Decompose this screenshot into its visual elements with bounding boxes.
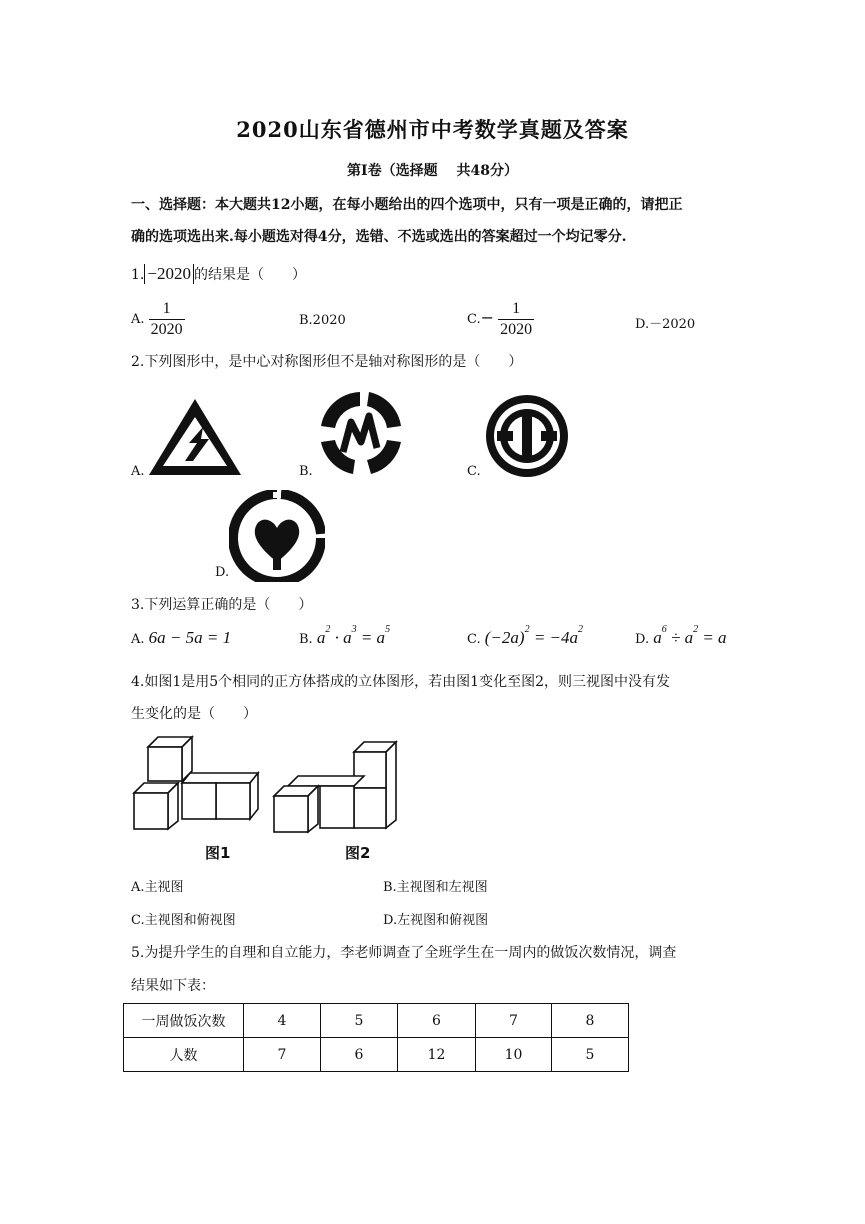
table-cell: 8 (552, 1004, 629, 1038)
q3-option-c: C. $(-2a)^2 = -4a^2$ (467, 624, 584, 647)
q1-option-a: A. $\frac{1}{2020}$ (131, 300, 183, 338)
table-cell: 5 (321, 1004, 398, 1038)
table-cell: 6 (398, 1004, 476, 1038)
q4-option-c: C.主视图和俯视图 (131, 913, 236, 928)
q1-option-c: C.− $\frac{1}{2020}$ (467, 300, 533, 338)
leaf-emblem-icon (229, 490, 325, 582)
section-instruction-line2: 确的选项选出来.每小题选对得4分，选错、不选或选出的答案超过一个均记零分. (131, 229, 627, 245)
q2-option-d-label: D. (215, 565, 230, 580)
figure-1-label: 图1 (205, 844, 231, 862)
section-instruction-line1: 一、选择题：本大题共12小题，在每小题给出的四个选项中，只有一项是正确的，请把正 (131, 197, 683, 213)
q2-option-c-label: C. (467, 464, 481, 479)
figure-1-cubes (128, 735, 264, 835)
q1-number: 1. (131, 267, 145, 283)
q3-option-b: B. $a^2 \cdot a^3 = a^5$ (299, 624, 391, 647)
section-subtitle: 第Ⅰ卷（选择题 共48分） (347, 163, 518, 179)
question-2: 2.下列图形中，是中心对称图形但不是轴对称图形的是（ ） (131, 354, 523, 370)
question-5-line1: 5.为提升学生的自理和自立能力，李老师调查了全班学生在一周内的做饭次数情况，调查 (131, 945, 677, 961)
table-row (124, 1004, 629, 1038)
table-cell: 12 (398, 1038, 476, 1072)
table-cell: 7 (476, 1004, 552, 1038)
question-1 (131, 264, 306, 284)
q2-option-a-label: A. (131, 464, 145, 479)
table-cell: 10 (476, 1038, 552, 1072)
figure-2-label: 图2 (345, 844, 371, 862)
question-5-line2: 结果如下表： (131, 978, 215, 994)
q2-option-b-label: B. (299, 464, 313, 479)
table-header-cell: 人数 (124, 1038, 244, 1072)
table-cell: 5 (552, 1038, 629, 1072)
table-row (124, 1038, 629, 1072)
figure-2-cubes (268, 738, 408, 836)
warning-triangle-icon (145, 395, 245, 479)
question-4-line1: 4.如图1是用5个相同的正方体搭成的立体图形，若由图1变化至图2，则三视图中没有发 (131, 674, 670, 690)
q1-option-d: D.－2020 (635, 317, 696, 332)
table-header-cell: 一周做饭次数 (124, 1004, 244, 1038)
table-cell: 6 (321, 1038, 398, 1072)
q1-c-fraction: $\frac{1}{2020}$ (500, 300, 533, 338)
cooking-frequency-table (123, 1003, 629, 1072)
table-cell: 4 (244, 1004, 321, 1038)
q4-option-a: A.主视图 (131, 880, 184, 895)
q1-a-fraction: $\frac{1}{2020}$ (150, 300, 183, 338)
swirl-logo-icon (313, 386, 407, 480)
circle-emblem-icon (483, 392, 571, 480)
q4-option-d: D.左视图和俯视图 (383, 913, 489, 928)
q1-option-b: B.2020 (299, 313, 346, 328)
page-title: 2020山东省德州市中考数学真题及答案 (236, 117, 629, 142)
question-4-line2: 生变化的是（ ） (131, 706, 257, 722)
q1-absolute-value: −2020 (144, 264, 194, 284)
q3-a-expression: 6a − 5a = 1 (148, 628, 232, 647)
q3-option-d: D. $a^6 \div a^2 = a$ (635, 624, 727, 647)
question-3: 3.下列运算正确的是（ ） (131, 597, 313, 613)
q4-option-b: B.主视图和左视图 (383, 880, 488, 895)
q1-stem: 的结果是（ ） (193, 267, 306, 283)
q3-option-a: A. 6a − 5a = 1 (131, 628, 232, 647)
table-cell: 7 (244, 1038, 321, 1072)
